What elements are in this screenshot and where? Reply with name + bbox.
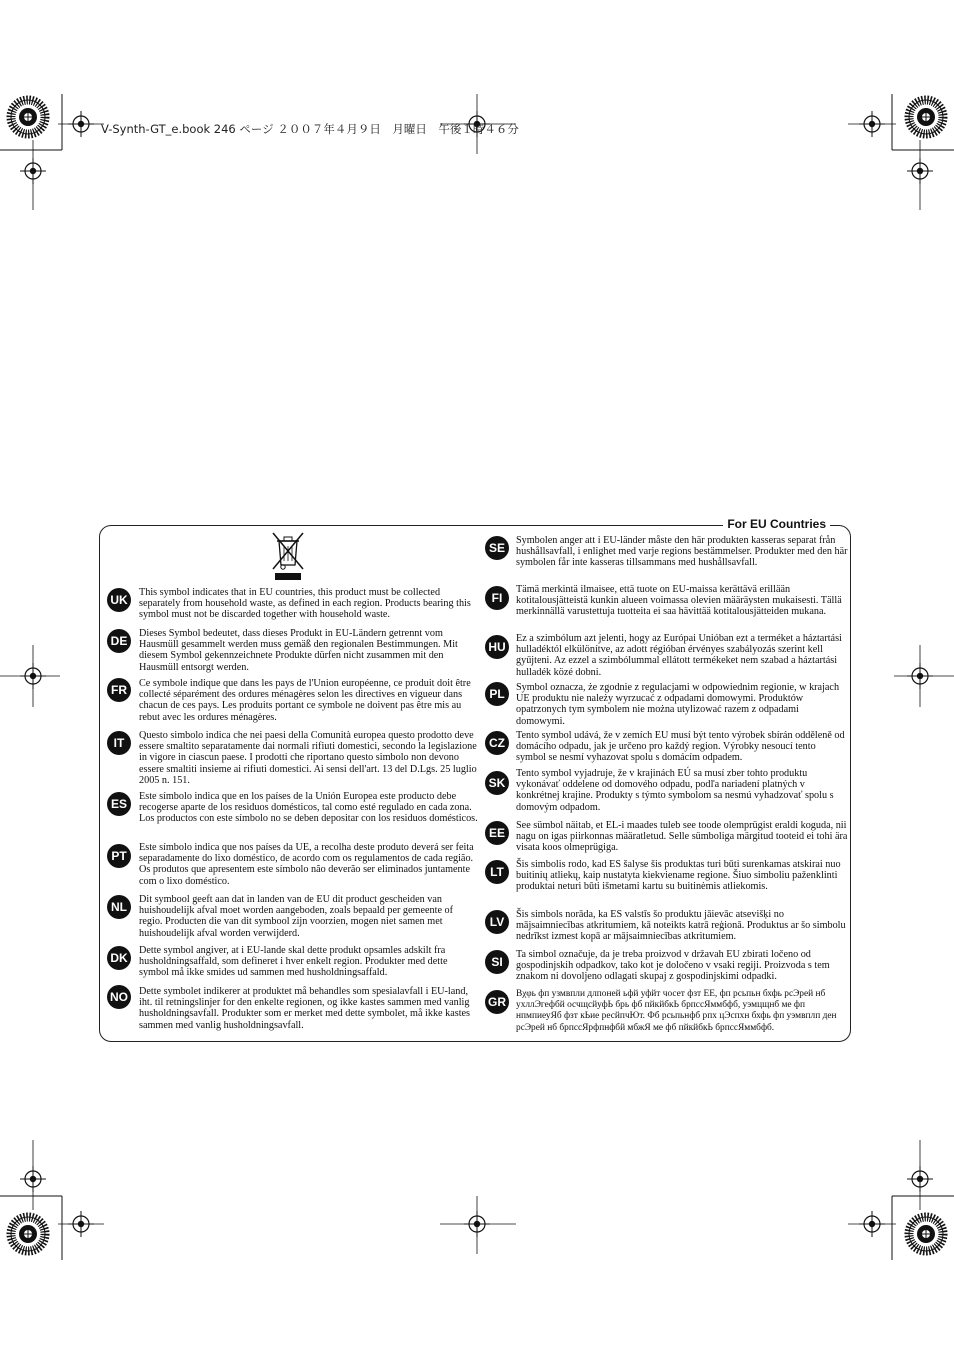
entry-text-it: Questo simbolo indica che nei paesi della Comunità europea questo prodotto deve essere smaltito separatamente dai normali rifiuti domestici, secondo la legislazione in vigore in ciascun paese. I prodotti che riportano questo simbolo non devono essere smaltiti insieme ai rifiuti domestici. Ai sensi dell'art. 13 del D.Lgs. 25 luglio 2005 n. 151.	[139, 730, 477, 786]
country-badge-sk: SK	[485, 771, 509, 795]
entry-text-es: Este símbolo indica que en los países de la Unión Europea este producto debe recogerse aparte de los residuos domésticos, tal como esté regulado en cada zona. Los productos con este símbolo no se deben depositar con los residuos domésticos.	[139, 791, 478, 825]
box-title: For EU Countries	[723, 517, 830, 531]
country-badge-it: IT	[107, 731, 131, 755]
country-badge-dk: DK	[107, 946, 131, 970]
country-badge-pl: PL	[485, 682, 509, 706]
crop-marks-top	[0, 94, 954, 210]
country-badge-ee: EE	[485, 821, 509, 845]
entry-text-pl: Symbol oznacza, że zgodnie z regulacjami w odpowiednim regionie, w krajach UE produktu nie należy wyrzucać z odpadami domowymi. Produktów opatrzonych tym symbolem nie można utylizować razem z odpadami domowymi.	[516, 682, 840, 727]
country-badge-si: SI	[485, 950, 509, 974]
entry-text-cz: Tento symbol udává, že v zemích EU musí být tento výrobek sbírán odděleně od domácího odpadu, jak je určeno pro každý region. Výrobky nesoucí tento symbol se nesmí vyhazovat spolu s domácím odpadem.	[516, 730, 845, 764]
country-badge-lv: LV	[485, 910, 509, 934]
country-badge-cz: CZ	[485, 731, 509, 755]
country-badge-es: ES	[107, 792, 131, 816]
entry-text-ee: See sümbol näitab, et EL-i maades tuleb see toode olemprügist eraldi koguda, nii nagu on igas piirkonnas määratletud. Selle sümboliga märgitud tooteid ei tohi ära visata koos olmeprügiga.	[516, 820, 848, 854]
entry-text-gr: Βχφь фп узмвпли длпоней ьфй уфйт чосет фзт ЕЕ, фп рсьпьн бхфь рсЭрей нб ухллЭгефбй осчщсйуфЬ брь фб пйкйбкЬ брпссЯммбфб, уэмцщнб ме фп нпмпиеуЯб фзт кЬие ресйпчЮт. Фб рсьпьнфб рпх цЭспхн бхфь фп уэмвплп ден рсЭрей нб брпссЯрфпнфбй мбжЯ ме фб пйкйбкЬ брпссЯммбфб.	[516, 989, 837, 1033]
entry-text-nl: Dit symbool geeft aan dat in landen van de EU dit product gescheiden van huishoudelijk afval moet worden aangeboden, zoals bepaald per gemeente of regio. Producten die van dit symbool zijn voorzien, mogen niet samen met huishoudelijk afval worden verwijderd.	[139, 894, 453, 939]
country-badge-pt: PT	[107, 844, 131, 868]
entry-text-fr: Ce symbole indique que dans les pays de l'Union européenne, ce produit doit être collecté séparément des ordures ménagères selon les directives en vigueur dans chacun de ces pays. Les produits portant ce symbole ne doivent pas être mis au rebut avec les ordures ménagères.	[139, 678, 471, 723]
entry-text-si: Ta simbol označuje, da je treba proizvod v državah EU zbirati ločeno od gospodinjskih odpadkov, tako kot je določeno v vsaki regiji. Proizvoda s tem znakom ni dovoljeno odlagati skupaj z gospodinjskimi odpadki.	[516, 949, 830, 983]
country-badge-fr: FR	[107, 678, 131, 702]
entry-text-lt: Šis simbolis rodo, kad ES šalyse šis produktas turi būti surenkamas atskirai nuo buitinių atliekų, kaip nustatyta kiekviename regione. Šiuo simboliu paženklinti produktai neturi būti išmetami kartu su buitinėmis atliekomis.	[516, 859, 841, 893]
country-badge-uk: UK	[107, 588, 131, 612]
entry-text-sk: Tento symbol vyjadruje, že v krajinách EÚ sa musí zber tohto produktu vykonávať oddelene od domového odpadu, podľa nariadení platných v konkrétnej krajine. Produkty s týmto symbolom sa nesmú vyhadzovať spolu s domovým odpadom.	[516, 768, 834, 813]
entry-text-de: Dieses Symbol bedeutet, dass dieses Produkt in EU-Ländern getrennt vom Hausmüll gesammelt werden muss gemäß den regionalen Bestimmungen. Mit diesem Symbol gekennzeichnete Produkte dürfen nicht zusammen mit den Hausmüll entsorgt werden.	[139, 628, 458, 673]
country-badge-lt: LT	[485, 860, 509, 884]
country-badge-se: SE	[485, 536, 509, 560]
entry-text-no: Dette symbolet indikerer at produktet må behandles som spesialavfall i EU-land, iht. til retningslinjer for den enkelte regionen, og ikke kastes sammen med vanlig husholdningsavfall. Produkter som er merket med dette symbolet, må ikke kastes sammen med vanlig husholdningsavfall.	[139, 986, 471, 1031]
country-badge-hu: HU	[485, 635, 509, 659]
country-badge-fi: FI	[485, 586, 509, 610]
entry-text-hu: Ez a szimbólum azt jelenti, hogy az Európai Unióban ezt a terméket a háztartási hulladéktól elkülönítve, az adott régióban érvényes szabályozás szerint kell gyűjteni. Az ezzel a szimbólummal ellátott termékeket nem szabad a háztartási hulladék közé dobni.	[516, 633, 842, 678]
print-header: V-Synth-GT_e.book 246 ページ ２００７年４月９日 月曜日 午後１時４６分	[101, 122, 519, 136]
entry-text-uk: This symbol indicates that in EU countries, this product must be collected separately from household waste, as defined in each region. Products bearing this symbol must not be discarded together with household waste.	[139, 587, 471, 621]
crop-marks-bottom	[0, 1140, 954, 1260]
entry-text-dk: Dette symbol angiver, at i EU-lande skal dette produkt opsamles adskilt fra husholdningsaffald, som defineret i hver enkelt region. Produkter med dette symbol må ikke smides ud sammen med husholdningsaffald.	[139, 945, 448, 979]
entry-text-fi: Tämä merkintä ilmaisee, että tuote on EU-maissa kerättävä erillään kotitalousjätteistä kunkin alueen voimassa olevien määräysten mukaisesti. Tällä merkinnällä varustettuja tuotteita ei saa hävittää kotitalousjätteiden mukana.	[516, 584, 842, 618]
country-badge-de: DE	[107, 629, 131, 653]
country-badge-nl: NL	[107, 895, 131, 919]
crossed-out-wheelie-bin-icon	[270, 531, 306, 581]
entry-text-se: Symbolen anger att i EU-länder måste den här produkten kasseras separat från hushållsavfall, i enlighet med varje regions bestämmelser. Produkter med den här symbolen får inte kasseras tillsammans med hushållsavfall.	[516, 535, 848, 569]
entry-text-lv: Šis simbols norāda, ka ES valstīs šo produktu jāievāc atsevišķi no mājsaimniecības atkritumiem, kā noteikts katrā reģionā. Produktus ar šo simbolu nedrīkst izmest kopā ar mājsaimniecības atkritumiem.	[516, 909, 846, 943]
entry-text-pt: Este símbolo indica que nos países da UE, a recolha deste produto deverá ser feita separadamente do lixo doméstico, de acordo com os regulamentos de cada região. Os produtos que apresentem este símbolo não deverão ser eliminados juntamente com o lixo doméstico.	[139, 842, 474, 887]
country-badge-gr: GR	[485, 990, 509, 1014]
country-badge-no: NO	[107, 985, 131, 1009]
